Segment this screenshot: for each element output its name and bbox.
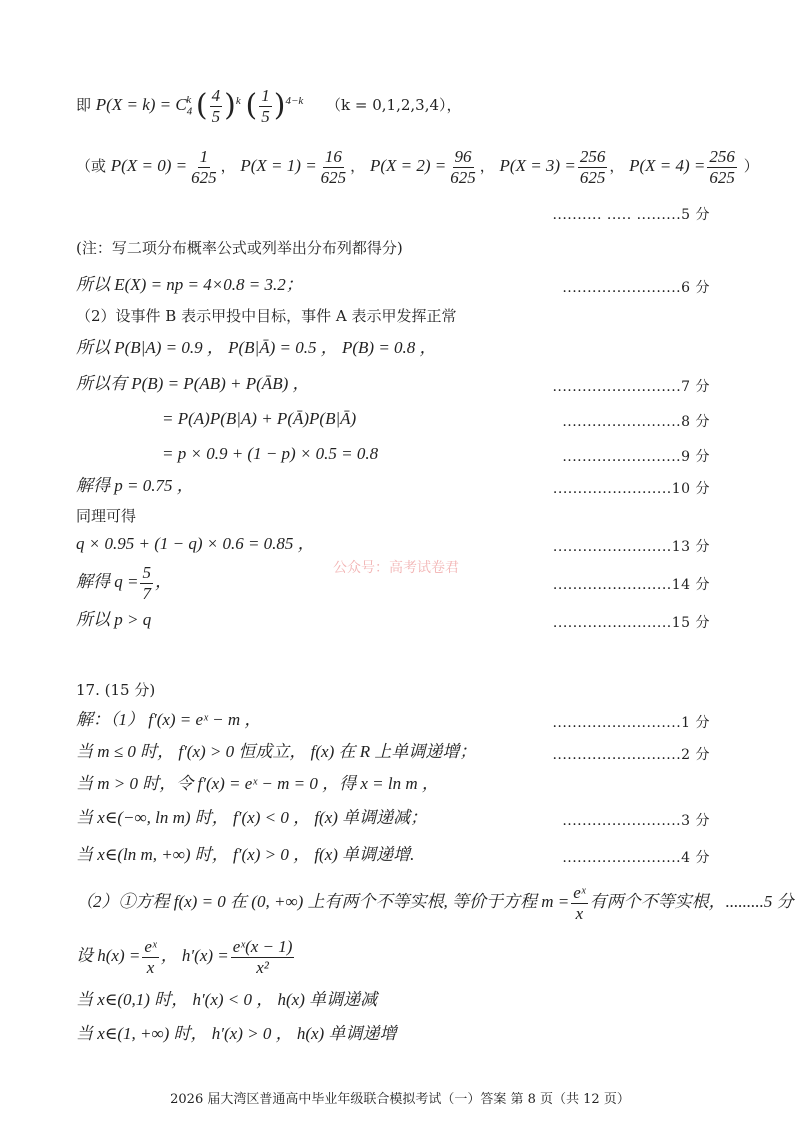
score-13: ........................13 分 [552, 539, 710, 555]
h-definition: 设 h(x) = $\frac{\text{eˣ}}{x}$ ， h′(x) = $\frac{\text{eˣ(x − 1)}}{\text{x²}}$ [76, 937, 293, 977]
expectation-line: 所以 E(X) = np = 4×0.8 = 3.2； [76, 275, 303, 294]
note: (注：写二项分布概率公式或列举出分布列都得分) [76, 239, 403, 257]
score-15: ........................15 分 [552, 615, 710, 631]
score-2: ..........................2 分 [552, 747, 710, 763]
score-6: ........................6 分 [562, 280, 710, 296]
total-prob-2: = P(A)P(B|A) + P(Ā)P(B|Ā) [162, 409, 357, 428]
q17-step4: 当 x∈(−∞, ln m) 时， f′(x) < 0 ， f(x) 单调递减； [76, 808, 428, 827]
q17-step1: 解：（1） f′(x) = eˣ − m ， [76, 710, 262, 729]
pmf-line: （或 P(X = 0) = $\frac{1}{625}$ ， P(X = 1) = $\frac{16}{625}$ ， P(X = 2) = $\frac{96}{625}$ ， P(X = 3) = $\frac{256}{625}$ ， P(X = 4) = $\frac{256}{625}$ ） [76, 147, 759, 187]
score-5: .......... ..... .........5 分 [552, 207, 710, 223]
watermark: 公众号：高考试卷君 [333, 560, 459, 576]
page-footer: 2026 届大湾区普通高中毕业年级联合模拟考试（一）答案 第 8 页（共 12 页） [170, 1092, 630, 1107]
score-9: ........................9 分 [562, 449, 710, 465]
k-range: （k = 0,1,2,3,4）， [326, 96, 462, 115]
score-14: ........................14 分 [552, 577, 710, 593]
q17-step2: 当 m ≤ 0 时， f′(x) > 0 恒成立， f(x) 在 R 上单调递增； [76, 742, 477, 761]
pmf-0: P(X = 0) = $\frac{1}{625}$ [110, 147, 217, 187]
pmf-4: P(X = 4) = $\frac{256}{625}$ [629, 147, 735, 187]
pmf-2: P(X = 2) = $\frac{96}{625}$ [369, 147, 476, 187]
part2-intro: （2）设事件 B 表示甲投中目标，事件 A 表示甲发挥正常 [76, 307, 457, 325]
text-ji: 即 [76, 96, 92, 115]
pmf-1: P(X = 1) = $\frac{16}{625}$ [240, 147, 347, 187]
score-8: ........................8 分 [562, 414, 710, 430]
formula-lhs: $P(X = k) = C_4^k$ [95, 94, 193, 118]
conclusion: 所以 p > q [76, 610, 152, 629]
fraction-4-5: $\frac{4}{5}$ [211, 86, 221, 126]
solve-q: 解得 q = $\frac{5}{7}$ ， [76, 563, 172, 603]
pmf-3: P(X = 3) = $\frac{256}{625}$ [499, 147, 606, 187]
fraction-1-5: $\frac{1}{5}$ [261, 86, 270, 126]
total-prob-3: = p × 0.9 + (1 − p) × 0.5 = 0.8 [162, 444, 379, 463]
score-4: ........................4 分 [562, 850, 710, 866]
q17-part2: （2）①方程 f(x) = 0 在 (0, +∞) 上有两个不等实根, 等价于方程 m = $\frac{\text{eˣ}}{x}$ 有两个不等实根，.........5 分 [76, 883, 794, 923]
h-decreasing: 当 x∈(0,1) 时， h′(x) < 0 ， h(x) 单调递减 [76, 990, 378, 1009]
score-3: ........................3 分 [562, 813, 710, 829]
q17-step3: 当 m > 0 时，令 f′(x) = eˣ − m = 0 ，得 x = ln m ， [76, 774, 439, 793]
binomial-formula-line: 即 $P(X = k) = C_4^k$ ( $\frac{4}{5}$ )$^k$ ( $\frac{1}{5}$ )$^{4-k}$ （k = 0,1,2,3,4）， [76, 86, 462, 126]
total-prob-1: 所以有 P(B) = P(AB) + P(ĀB) ， [76, 374, 310, 393]
solve-p: 解得 p = 0.75 ， [76, 476, 194, 495]
question-17-heading: 17. (15 分) [76, 681, 156, 699]
similarly: 同理可得 [76, 507, 137, 525]
conditional-probs: 所以 P(B|A) = 0.9 ， P(B|Ā) = 0.5 ， P(B) = 0.8 ， [76, 338, 437, 357]
h-increasing: 当 x∈(1, +∞) 时， h′(x) > 0 ， h(x) 单调递增 [76, 1024, 397, 1043]
score-10: ........................10 分 [552, 481, 710, 497]
score-7: ..........................7 分 [552, 379, 710, 395]
score-1: ..........................1 分 [552, 715, 710, 731]
q-equation: q × 0.95 + (1 − q) × 0.6 = 0.85 ， [76, 534, 315, 553]
q17-step5: 当 x∈(ln m, +∞) 时， f′(x) > 0 ， f(x) 单调递增. [76, 845, 415, 864]
